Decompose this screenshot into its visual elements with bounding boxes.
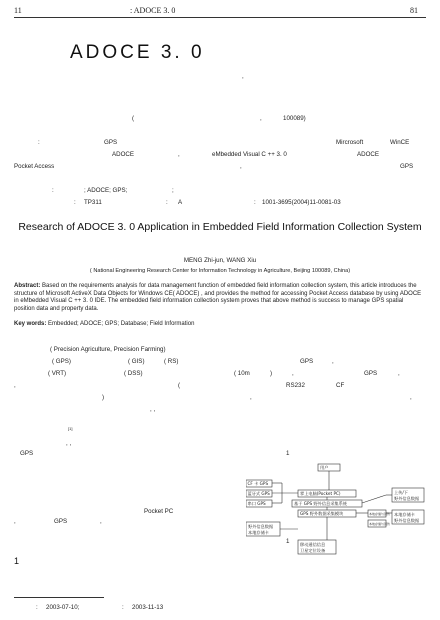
abstract-text: Based on the requirements analysis for data management function of embedded field information collection system, this article introduces the structure of Microsoft ActiveX Data Objects for Windows CE( ADOCE) , and provides the method for accessing Pocket Access database by using ADOCE in eMbedded Visual C ++ 3. 0 IDE. The embedded field information collection system proves that above method is success to manage GPS spatial position data and property data.	[14, 283, 422, 313]
body-paren3: )	[102, 394, 105, 401]
body-rs232: RS232	[286, 382, 305, 389]
diagram-local-label2: 野外信息数据	[394, 518, 420, 523]
footnote-colon: :	[36, 604, 38, 611]
cn-keywords: ; ADOCE; GPS;	[84, 187, 128, 194]
diagram-field-data-label2: 本地存储卡	[248, 530, 269, 535]
body-commas: , ,	[150, 406, 156, 413]
cn-abstract-comma: ,	[178, 151, 180, 158]
figure-caption-number: 1	[286, 538, 290, 545]
running-title: : ADOCE 3. 0	[130, 6, 176, 15]
diagram-upload-label2: 野外信息数据	[394, 496, 420, 501]
body-10m: ( 10m	[234, 370, 250, 377]
body-gps2: GPS	[300, 358, 314, 365]
cn-abstract-colon: :	[38, 139, 40, 146]
cn-class-colon: :	[74, 199, 76, 206]
body-gps: ( GPS)	[52, 358, 71, 365]
body-comma1: ,	[332, 358, 334, 365]
body-comma3: ,	[398, 370, 400, 377]
diagram-pda-label: 掌上电脑(Pocket PC)	[300, 491, 341, 496]
english-title: Research of ADOCE 3. 0 Application in Embedded Field Information Collection System	[18, 221, 422, 233]
keywords-label: Key words:	[14, 321, 47, 327]
cn-keywords-colon: :	[52, 187, 54, 194]
body-gps3: GPS	[364, 370, 378, 377]
page-number-left: 11	[14, 6, 22, 15]
system-diagram	[246, 462, 426, 572]
body-gis: ( GIS)	[128, 358, 145, 365]
body-rs: ( RS)	[164, 358, 179, 365]
cn-abstract-pocket-access: Pocket Access	[14, 163, 55, 170]
cn-abstract-evc: eMbedded Visual C ++ 3. 0	[212, 151, 287, 158]
cn-article-id: 1001-3695(2004)11-0081-03	[262, 199, 341, 206]
diagram-bt-gps-label: 蓝牙式 GPS	[247, 491, 270, 496]
diagram-store-label: 本地存储与回传	[369, 512, 391, 516]
cn-article-colon: :	[254, 199, 256, 206]
body-comma4: ,	[14, 382, 16, 389]
reference-marker: [1]	[68, 426, 73, 431]
cn-abstract-wince: WinCE	[390, 139, 410, 146]
footnote-revised: 2003-11-13	[132, 604, 164, 611]
body-vrt: ( VRT)	[48, 370, 67, 377]
english-keywords	[14, 321, 424, 329]
cn-abstract-microsoft: Mircrosoft	[336, 139, 364, 146]
english-abstract	[14, 283, 424, 314]
cn-abstract-gps2: GPS	[400, 163, 414, 170]
body-cf: CF	[336, 382, 345, 389]
footnote-rule	[14, 597, 104, 598]
english-affiliation: ( National Engineering Research Center for Information Technology in Agriculture, Beijing 100089, China)	[89, 268, 351, 274]
body-dss: ( DSS)	[124, 370, 143, 377]
author-comma: ,	[242, 73, 244, 80]
body-gps4: GPS	[20, 450, 34, 457]
body-gps5: GPS	[54, 518, 68, 525]
body-comma6: ,	[410, 394, 412, 401]
diagram-serial-gps-label: 串口 GPS	[247, 501, 266, 506]
page-number-right: 81	[410, 6, 418, 15]
diagram-user-label: 用户	[320, 465, 329, 470]
english-authors: MENG Zhi-jun, WANG Xiu	[183, 257, 257, 264]
section-number: 1	[14, 556, 20, 566]
cn-doc-code: A	[178, 199, 183, 206]
keywords-text: Embedded; ADOCE; GPS; Database; Field Information	[48, 321, 195, 327]
cn-doc-colon: :	[166, 199, 168, 206]
diagram-cf-gps-label: CF 卡 GPS	[247, 481, 269, 486]
body-paren: )	[270, 370, 273, 377]
diagram-mobile-label: 移动通信信息	[300, 542, 326, 547]
diagram-store-label2: 本地存储与回传	[369, 522, 391, 526]
cn-abstract-gps: GPS	[104, 139, 118, 146]
body-paren2: (	[178, 382, 181, 389]
affiliation-postcode: 100089)	[283, 115, 306, 122]
diagram-system-label: 基于 GPS 野外信息采集系统	[294, 501, 347, 506]
cn-abstract-adoce: ADOCE	[112, 151, 135, 158]
body-fig-ref: 1	[286, 450, 290, 457]
cn-keywords-semi: ;	[172, 187, 174, 194]
body-pocket-pc: Pocket PC	[144, 508, 174, 515]
cn-class-code: TP311	[84, 199, 102, 206]
diagram-module-label: GPS 野外数据采集模块	[300, 511, 344, 516]
cn-abstract-adoce2: ADOCE	[357, 151, 380, 158]
body-comma8: ,	[100, 518, 102, 525]
affiliation-comma: ,	[260, 115, 262, 122]
diagram-mobile-label2: 卫星定位设备	[300, 548, 326, 553]
diagram-upload-label: 上传/下	[394, 490, 408, 495]
body-commas2: , ,	[66, 440, 72, 447]
body-comma5: ,	[250, 394, 252, 401]
cn-abstract-comma2: ,	[240, 163, 242, 170]
body-comma7: ,	[14, 518, 16, 525]
affiliation-open: (	[132, 115, 135, 122]
footnote-colon2: :	[122, 604, 124, 611]
page-title: ADOCE 3. 0	[70, 42, 205, 63]
body-precision-agriculture: ( Precision Agriculture, Precision Farming)	[50, 346, 166, 353]
diagram-local-label: 本地存储卡	[394, 512, 415, 517]
abstract-label: Abstract:	[14, 283, 41, 289]
footnote-received: 2003-07-10;	[46, 604, 80, 611]
body-comma2: ,	[292, 370, 294, 377]
diagram-field-data-label: 野外信息数据	[248, 524, 274, 529]
header-rule	[14, 17, 426, 18]
